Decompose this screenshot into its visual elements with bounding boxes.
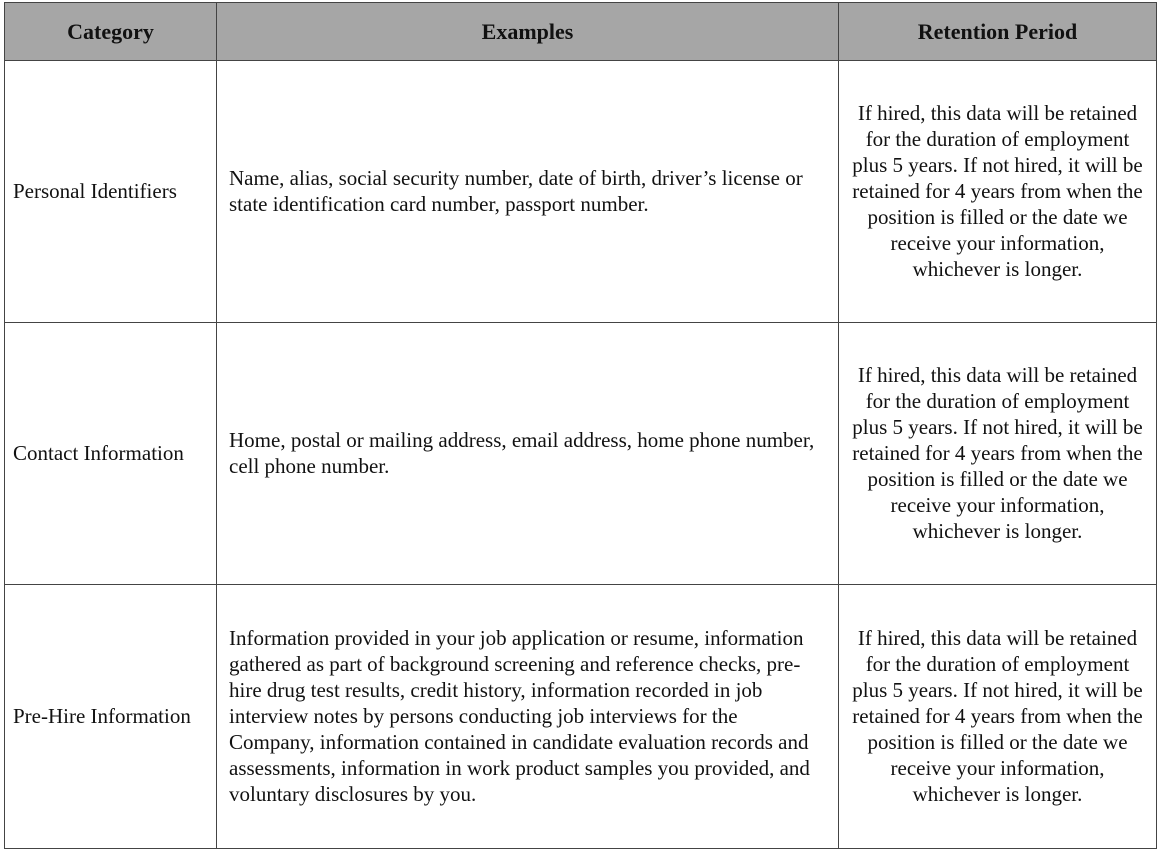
table-header — [5, 3, 1157, 61]
examples-cell: Home, postal or mailing address, email address, home phone number, cell phone number. — [217, 322, 839, 584]
table-row — [5, 322, 1157, 584]
header-examples: Examples — [217, 3, 839, 61]
table-row — [5, 584, 1157, 848]
header-category: Category — [5, 3, 217, 61]
retention-cell: If hired, this data will be retained for the duration of employment plus 5 years. If not hired, it will be retained for 4 years from when the position is filled or the date we receive your information, whichever is longer. — [839, 61, 1157, 323]
retention-cell: If hired, this data will be retained for the duration of employment plus 5 years. If not hired, it will be retained for 4 years from when the position is filled or the date we receive your information, whichever is longer. — [839, 322, 1157, 584]
table-body — [5, 61, 1157, 849]
category-cell: Personal Identifiers — [5, 61, 217, 323]
category-cell: Pre-Hire Information — [5, 584, 217, 848]
examples-cell: Information provided in your job application or resume, information gathered as part of background screening and reference checks, pre-hire drug test results, credit history, information recorded in job interview notes by persons conducting job interviews for the Company, information contained in candidate evaluation records and assessments, information in work product samples you provided, and voluntary disclosures by you. — [217, 584, 839, 848]
table-row — [5, 61, 1157, 323]
examples-cell: Name, alias, social security number, date of birth, driver’s license or state identification card number, passport number. — [217, 61, 839, 323]
retention-cell: If hired, this data will be retained for the duration of employment plus 5 years. If not hired, it will be retained for 4 years from when the position is filled or the date we receive your information, whichever is longer. — [839, 584, 1157, 848]
header-retention-period: Retention Period — [839, 3, 1157, 61]
retention-table — [4, 2, 1157, 849]
category-cell: Contact Information — [5, 322, 217, 584]
header-row — [5, 3, 1157, 61]
